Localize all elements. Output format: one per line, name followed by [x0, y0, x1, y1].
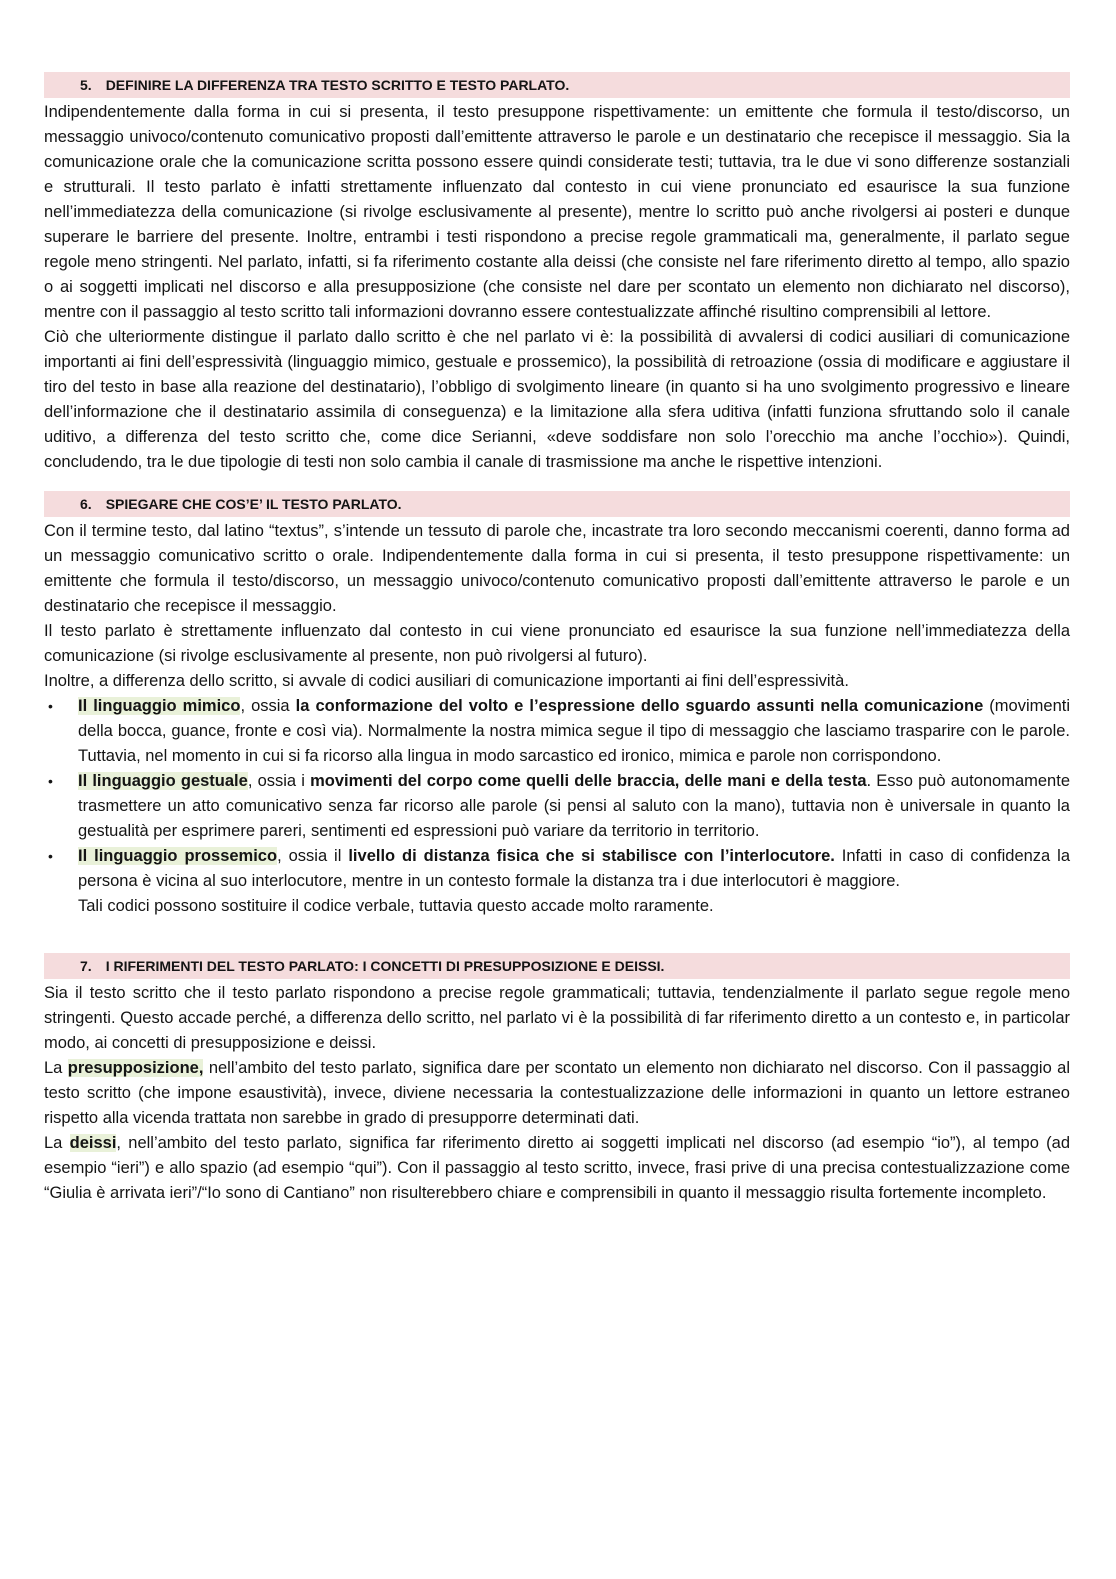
bullet-text: Infatti in caso di confidenza la persona è vicina al suo interlocutore, mentre in un contesto formale la distanza tra i due interlocutori è maggiore. [78, 847, 1071, 890]
bullet-icon: • [48, 698, 53, 714]
bullet-text: (movimenti della bocca, guance, fronte e così via). Normalmente la nostra mimica segue il tipo di messaggio che lasciamo trasparire con le parole. Tuttavia, nel momento in cui si fa ricorso alla lingua in modo sarcastico ed ironico, mimica e parole non corrispondono. [78, 697, 1070, 765]
bullet-tail: Tali codici possono sostituire il codice verbale, tuttavia questo accade molto raramente. [78, 897, 714, 915]
definition-paragraph [44, 1056, 1070, 1131]
bullet-list [44, 694, 1070, 919]
section-title: DEFINIRE LA DIFFERENZA TRA TESTO SCRITTO E TESTO PARLATO. [105, 77, 570, 93]
section-number: 5. [80, 77, 92, 93]
section-heading-6 [44, 491, 1070, 517]
bullet-text: . Esso può autonomamente trasmettere un atto comunicativo senza far ricorso alle parole (si pensi al saluto con la mano), tuttavia non è universale in quanto la gestualità per esprimere pareri, sentimenti ed espressioni può variare da territorio in territorio. [78, 772, 1070, 840]
bullet-term: Il linguaggio gestuale [78, 772, 248, 790]
bullet-definition: livello di distanza fisica che si stabilisce con l’interlocutore. [348, 847, 835, 865]
document-page [44, 72, 1070, 1206]
section-heading-7 [44, 953, 1070, 979]
section-number: 7. [80, 958, 92, 974]
definition-term: presupposizione, [67, 1059, 204, 1077]
paragraph: Il testo parlato è strettamente influenzato dal contesto in cui viene pronunciato ed esaurisce la sua funzione nell’immediatezza della comunicazione (si rivolge esclusivamente al presente, non può rivolgersi al futuro). [44, 622, 1070, 665]
definition-paragraph [44, 1131, 1070, 1206]
bullet-connector: , ossia il [277, 847, 349, 865]
bullet-term: Il linguaggio prossemico [78, 847, 278, 865]
paragraph: Ciò che ulteriormente distingue il parlato dallo scritto è che nel parlato vi è: la possibilità di avvalersi di codici ausiliari di comunicazione importanti ai fini dell’espressività (linguaggio mimico, gestuale e prossemico), la possibilità di retroazione (ossia di modificare e aggiustare il tiro del testo in base alla reazione del destinatario), l’obbligo di svolgimento lineare (in quanto si ha uno svolgimento progressivo e lineare dell’informazione che il destinatario assimila di conseguenza) e la limitazione alla sfera uditiva (infatti funziona sfruttando solo il canale uditivo, a differenza del testo scritto che, come dice Serianni, «deve soddisfare non solo l’orecchio ma anche l’occhio»). Quindi, concludendo, tra le due tipologie di testi non solo cambia il canale di trasmissione ma anche le rispettive intenzioni. [44, 328, 1070, 471]
definition-text: nell’ambito del testo parlato, significa dare per scontato un elemento non dichiarato nel discorso. Con il passaggio al testo scritto (che impone esaustività), invece, diviene necessaria la contestualizzazione delle informazioni in quanto un lettore estraneo rispetto alla vicenda trattata non sarebbe in grado di presupporre determinati dati. [44, 1059, 1071, 1127]
section-heading-5 [44, 72, 1070, 98]
paragraph: Indipendentemente dalla forma in cui si presenta, il testo presuppone rispettivamente: un emittente che formula il testo/discorso, un messaggio univoco/contenuto comunicativo proposti dall’emittente attraverso le parole e un destinatario che recepisce il messaggio. Sia la comunicazione orale che la comunicazione scritta possono essere quindi considerate testi; tuttavia, tra le due vi sono differenze sostanziali e strutturali. Il testo parlato è infatti strettamente influenzato dal contesto in cui viene pronunciato ed esaurisce la sua funzione nell’immediatezza della comunicazione (si rivolge esclusivamente al presente), mentre lo scritto può anche rivolgersi ai posteri e dunque superare le barriere del presente. Inoltre, entrambi i testi rispondono a precise regole grammaticali ma, generalmente, il parlato segue regole meno stringenti. Nel parlato, infatti, si fa riferimento costante alla deissi (che consiste nel fare riferimento diretto al tempo, allo spazio o ai soggetti implicati nel discorso e alla presupposizione (che consiste nel dare per scontato un elemento non dichiarato nel discorso), mentre con il passaggio al testo scritto tali informazioni dovranno essere contestualizzate affinché risultino comprensibili al lettore. [44, 103, 1070, 321]
list-item [44, 769, 1070, 844]
bullet-term: Il linguaggio mimico [78, 697, 241, 715]
bullet-definition: movimenti del corpo come quelli delle braccia, delle mani e della testa [310, 772, 867, 790]
bullet-connector: , ossia i [247, 772, 311, 790]
bullet-definition: la conformazione del volto e l’espressione dello sguardo assunti nella comunicazione [295, 697, 984, 715]
definition-lead: La [44, 1059, 68, 1077]
definition-text: , nell’ambito del testo parlato, significa far riferimento diretto ai soggetti implicati nel discorso (ad esempio “io”), al tempo (ad esempio “ieri”) e allo spazio (ad esempio “qui”). Con il passaggio al testo scritto, invece, frasi prive di una precisa contestualizzazione come “Giulia è arrivata ieri”/“Io sono di Cantiano” non risulterebbero chiare e comprensibili in quanto il messaggio risulta fortemente incompleto. [44, 1134, 1070, 1202]
definition-lead: La [44, 1134, 70, 1152]
bullet-connector: , ossia [240, 697, 296, 715]
paragraph: Sia il testo scritto che il testo parlato rispondono a precise regole grammaticali; tuttavia, tendenzialmente il parlato segue regole meno stringenti. Questo accade perché, a differenza dello scritto, nel parlato vi è la possibilità di far riferimento diretto a un contesto e, in particolar modo, ai concetti di presupposizione e deissi. [44, 984, 1070, 1052]
section-number: 6. [80, 496, 92, 512]
paragraph: Con il termine testo, dal latino “textus”, s’intende un tessuto di parole che, incastrate tra loro secondo meccanismi coerenti, danno forma ad un messaggio comunicativo scritto o orale. Indipendentemente dalla forma in cui si presenta, il testo presuppone rispettivamente: un emittente che formula il testo/discorso, un messaggio univoco/contenuto comunicativo proposti dall’emittente attraverso le parole e un destinatario che recepisce il messaggio. [44, 522, 1070, 615]
list-item [44, 694, 1070, 769]
section-title: I RIFERIMENTI DEL TESTO PARLATO: I CONCETTI DI PRESUPPOSIZIONE E DEISSI. [105, 958, 665, 974]
section-title: SPIEGARE CHE COS’E’ IL TESTO PARLATO. [105, 496, 402, 512]
bullet-icon: • [48, 773, 53, 789]
definition-term: deissi [69, 1134, 117, 1152]
list-item [44, 844, 1070, 919]
paragraph: Inoltre, a differenza dello scritto, si avvale di codici ausiliari di comunicazione importanti ai fini dell’espressività. [44, 672, 849, 690]
bullet-icon: • [48, 848, 53, 864]
